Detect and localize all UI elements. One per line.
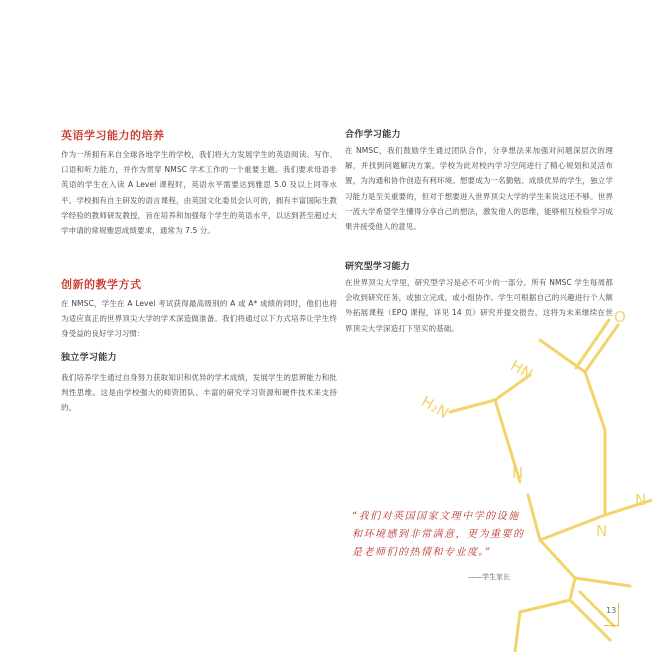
- section-body-teaching: 在 NMSC，学生在 A Level 考试获得最高级别的 A 或 A* 成绩的同时，他们也将为适应真正的世界顶尖大学的学术深造做准备。我们将通过以下方式培养让学生终身受益的良好学习习惯：: [61, 299, 337, 339]
- section-body-research: 在世界顶尖大学里，研究型学习是必不可少的一部分。所有 NMSC 学生每周都会收到研究任务，或独立完成，或小组协作。学生可根据自己的兴趣进行个人额外拓展课程（EPQ 课程，详见 14 页）研究并提交报告，这将为未来继续在世界顶尖大学深造打下坚实的基础。: [345, 278, 613, 333]
- section-body-independent: 我们培养学生通过自身努力获取知识和优异的学术成绩，发展学生的思辨能力和批判性思维。这是由学校强大的师资团队、丰富的研究学习资源和硬件技术来支持的。: [61, 373, 337, 413]
- molecule-label-hn: HN: [507, 356, 536, 384]
- molecule-illustration: [400, 300, 652, 652]
- parent-quote: “我们对英国国家文理中学的设施和环境感到非常满意，更为重要的是老师们的热情和专业度。”: [352, 511, 525, 558]
- molecule-label-n2: N: [596, 522, 608, 540]
- section-title-english: 英语学习能力的培养: [61, 129, 165, 142]
- molecule-label-h2n: H₂N: [418, 392, 452, 423]
- section-title-independent: 独立学习能力: [61, 353, 117, 363]
- section-title-cooperative: 合作学习能力: [345, 130, 401, 140]
- quote-source: ——学生家长: [468, 573, 510, 581]
- molecule-label-n1: N: [512, 464, 524, 482]
- section-title-teaching: 创新的教学方式: [61, 278, 142, 291]
- molecule-label-n3: N: [635, 491, 647, 509]
- section-body-cooperative: 在 NMSC，我们鼓励学生通过团队合作，分享想法来加强对问题深层次的理解，并找到问题解决方案。学校为此对校内学习空间进行了精心规划和灵活布置，为沟通和协作创造有利环境。想要成为一名勤勉、成绩优异的学生，独立学习能力是至关重要的，但对于想要进入世界顶尖大学的学生来说这还不够。世界一流大学希望学生懂得分享自己的想法，激发他人的思维，能够相互检验学习成果并接受他人的意见。: [345, 146, 613, 232]
- section-body-english: 作为一所拥有来自全球各地学生的学校，我们将大力发展学生的英语阅读、写作、口语和听力能力，并作为贯穿 NMSC 学术工作的一个重要主题。我们要求母语非英语的学生在入读 A Level 课程时，英语水平需要达到雅思 5.0 及以上同等水平。学校拥有自主研发的语言课程，由英国文化委员会认可的，拥有丰富国际生教学经验的教师研发教授，旨在培养和加强每个学生的英语水平，以达到甚至超过大学申请的常规雅思成绩要求，通常为 7.5 分。: [61, 150, 337, 236]
- page-number: 13: [606, 606, 617, 615]
- section-title-research: 研究型学习能力: [345, 262, 411, 272]
- molecule-label-o: O: [614, 308, 626, 326]
